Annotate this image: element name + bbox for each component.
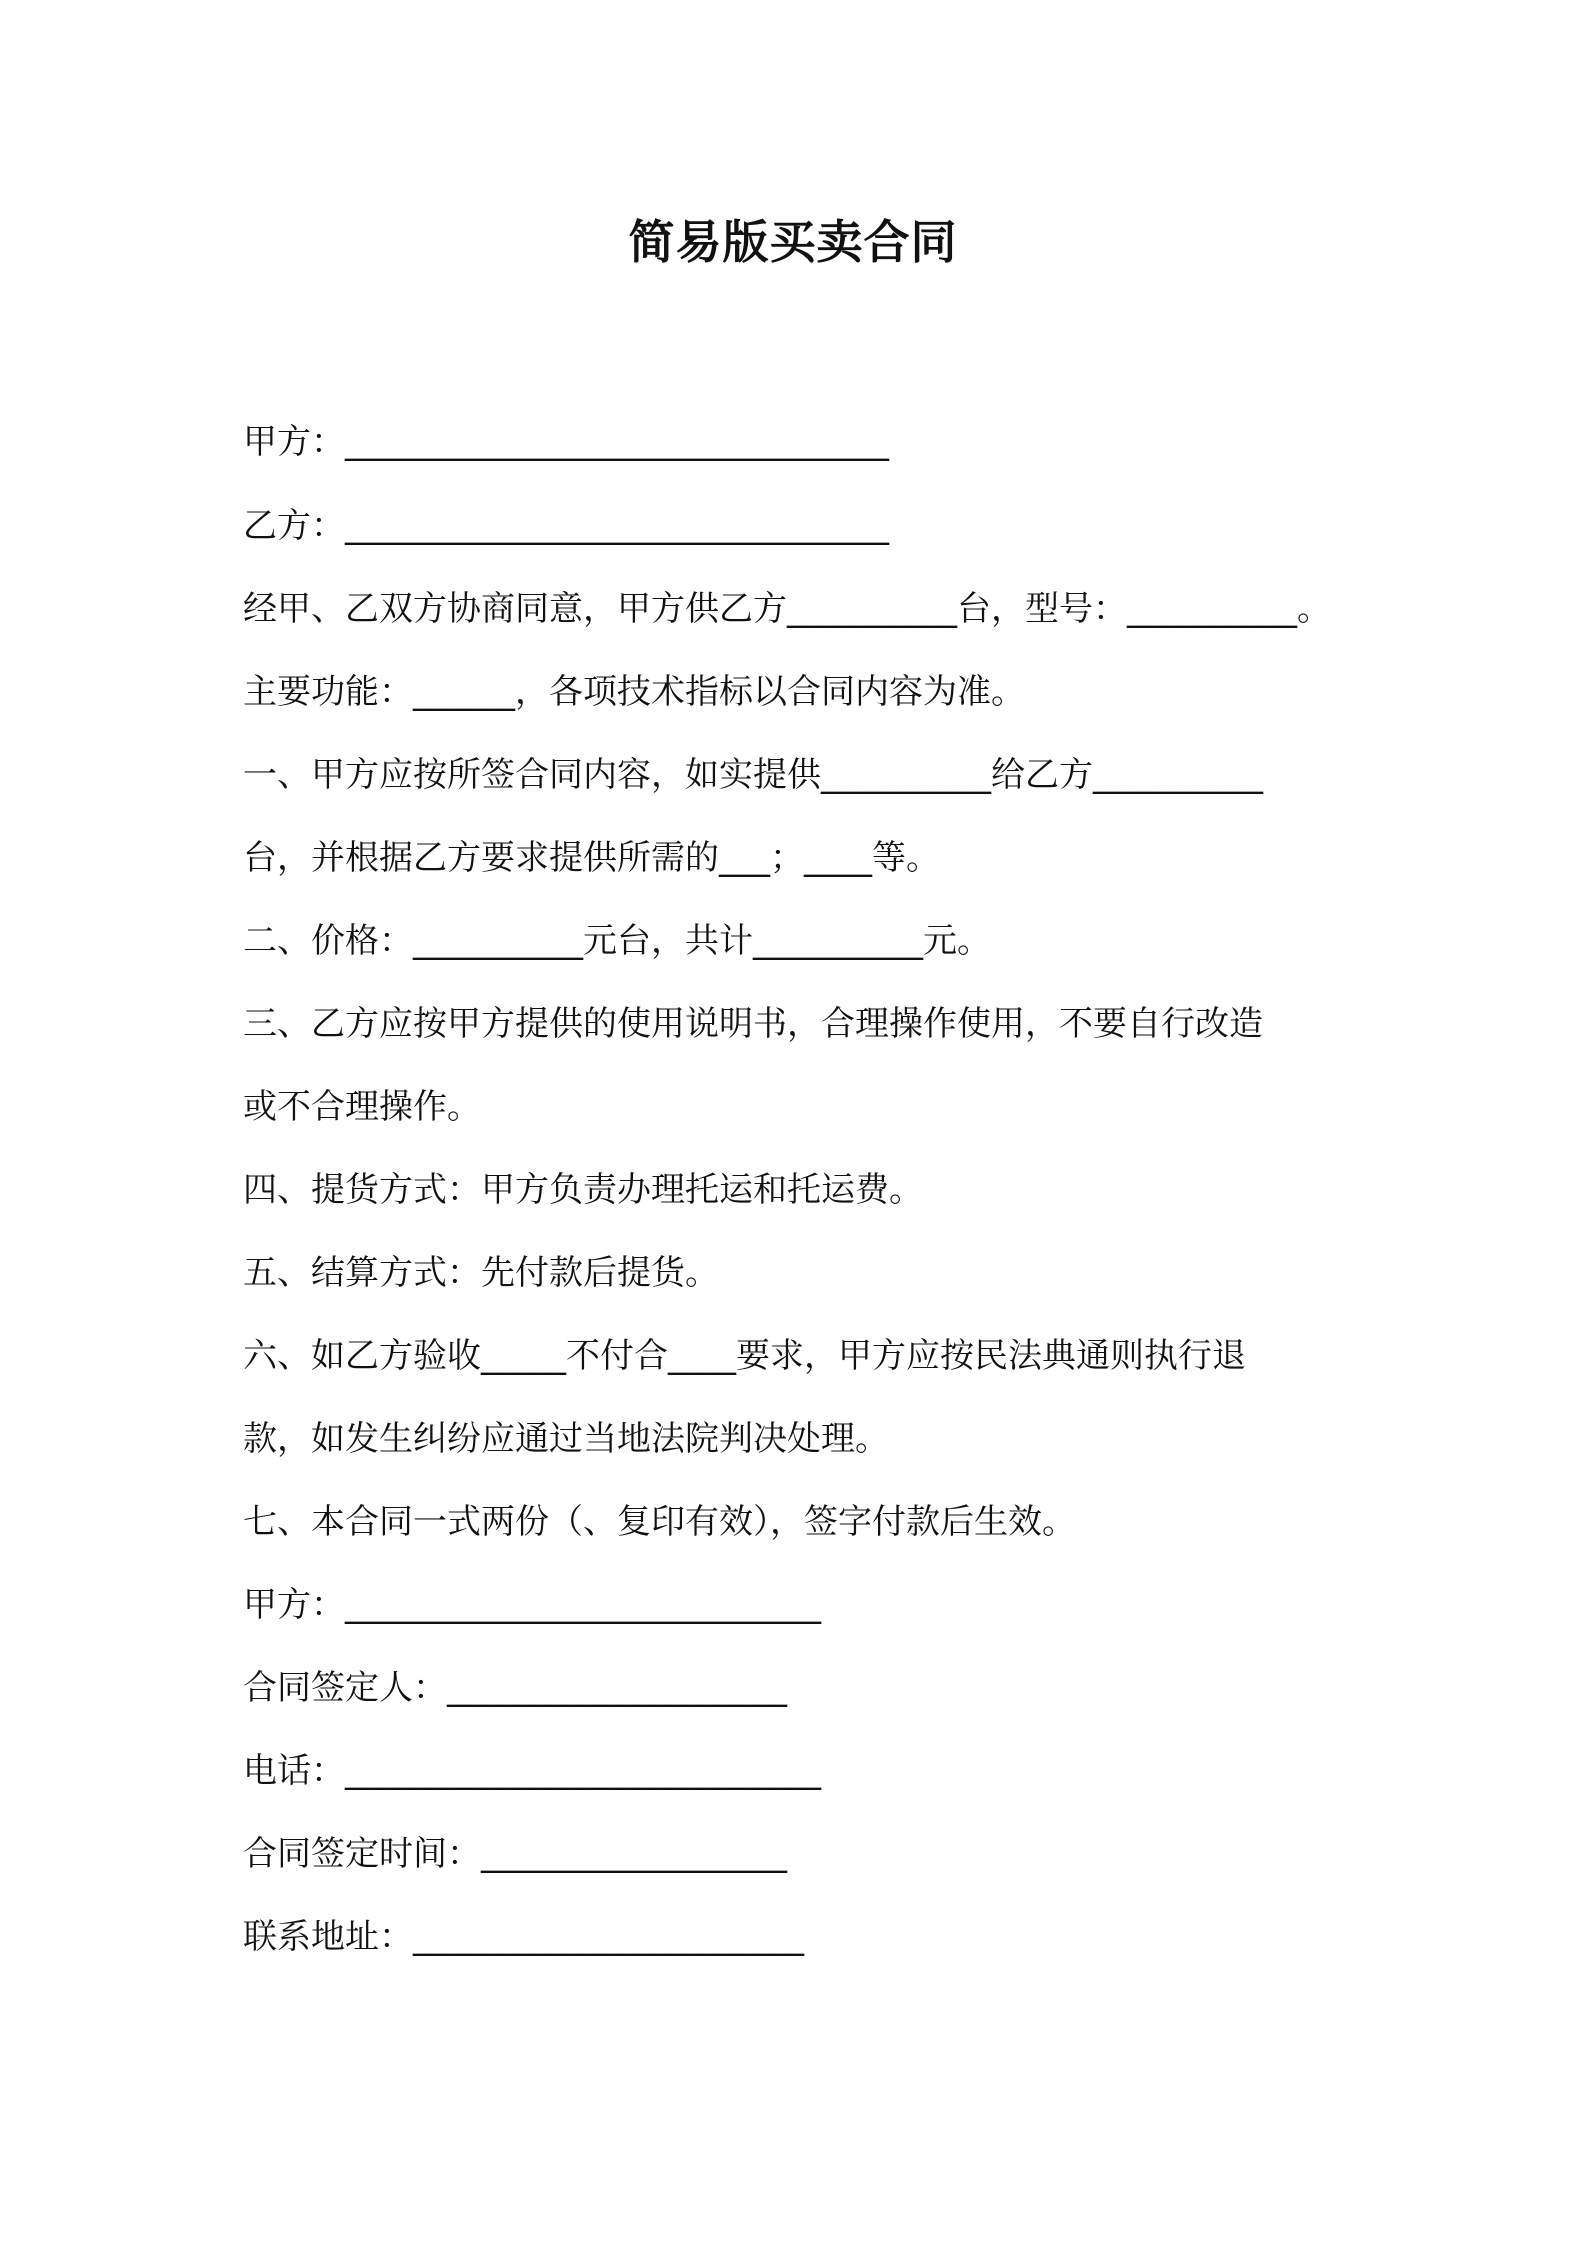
main-functions-line: 主要功能：______，各项技术指标以合同内容为准。 [243, 672, 1025, 712]
clause-1-line-2: 台，并根据乙方要求提供所需的___；____等。 [243, 838, 940, 878]
clause-2-price: 二、价格：__________元台，共计__________元。 [243, 921, 991, 961]
clause-7-copies: 七、本合同一式两份（、复印有效），签字付款后生效。 [243, 1502, 1076, 1542]
document-title: 简易版买卖合同 [628, 215, 958, 269]
signature-phone: 电话：____________________________ [243, 1751, 821, 1791]
clause-5-settlement: 五、结算方式：先付款后提货。 [243, 1253, 719, 1293]
clause-3-line-1: 三、乙方应按甲方提供的使用说明书，合理操作使用，不要自行改造 [243, 1004, 1263, 1044]
clause-1-line-1: 一、甲方应按所签合同内容，如实提供__________给乙方__________ [243, 755, 1263, 795]
clause-6-line-2: 款，如发生纠纷应通过当地法院判决处理。 [243, 1419, 889, 1459]
signature-date: 合同签定时间：__________________ [243, 1834, 787, 1874]
party-a-line: 甲方：________________________________ [243, 422, 889, 462]
clause-3-line-2: 或不合理操作。 [243, 1087, 481, 1127]
signature-party-a: 甲方：____________________________ [243, 1585, 821, 1625]
party-b-line: 乙方：________________________________ [243, 506, 889, 546]
signature-address: 联系地址：_______________________ [243, 1917, 804, 1957]
clause-4-delivery: 四、提货方式：甲方负责办理托运和托运费。 [243, 1170, 923, 1210]
signature-signatory: 合同签定人：____________________ [243, 1668, 787, 1708]
clause-6-line-1: 六、如乙方验收_____不付合____要求，甲方应按民法典通则执行退 [243, 1336, 1246, 1376]
supply-agreement-line: 经甲、乙双方协商同意，甲方供乙方__________台，型号：__________。 [243, 589, 1331, 629]
